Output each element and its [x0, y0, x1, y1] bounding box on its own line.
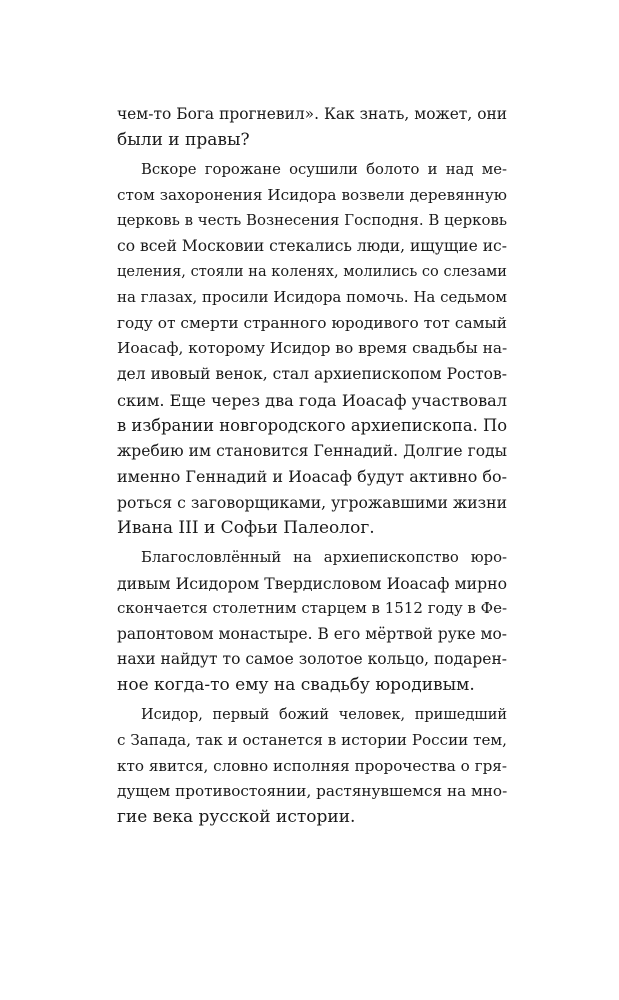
text-line: Вскоре горожане осушили болото и над ме- — [141, 161, 507, 179]
text-line: целения, стояли на коленях, молились со слезами — [117, 263, 507, 280]
paragraph-1 — [117, 102, 507, 153]
text-line: чем-то Бога прогневил». Как знать, может, они — [117, 105, 507, 123]
text-line: жребию им становится Геннадий. Долгие годы — [117, 441, 507, 460]
text-line: на глазах, просили Исидора помочь. На седьмом — [117, 288, 507, 307]
text-line: дел ивовый венок, стал архиепископом Ростов- — [117, 364, 507, 383]
text-line: были и правы? — [117, 129, 250, 150]
text-line: рапонтовом монастыре. В его мёртвой руке мо- — [117, 624, 507, 643]
text-line: церковь в честь Вознесения Господня. В церковь — [117, 211, 507, 230]
text-line: Исидор, первый божий человек, пришедший — [141, 706, 507, 723]
text-line: дивым Исидором Твердисловом Иоасаф мирно — [117, 573, 507, 593]
text-line: нахи найдут то самое золотое кольцо, подарен- — [117, 650, 508, 669]
text-line: кто явится, словно исполняя пророчества о гря- — [117, 756, 507, 775]
text-line: роться с заговорщиками, угрожавшими жизни — [117, 492, 507, 512]
paragraph-3 — [117, 545, 507, 699]
text-line: скончается столетним старцем в 1512 году в Фе- — [117, 599, 508, 618]
text-line: со всей Московии стекались люди, ищущие ис- — [117, 236, 507, 255]
text-line: в избрании новгородского архиепископа. По — [117, 416, 508, 436]
paragraph-2 — [117, 157, 507, 541]
text-line: с Запада, так и останется в истории России тем, — [117, 731, 507, 750]
text-line: стом захоронения Исидора возвели деревянную — [117, 185, 507, 204]
paragraph-4 — [117, 703, 507, 831]
text-line: Благословлённый на архиепископство юро- — [141, 549, 507, 567]
body-text — [117, 102, 507, 831]
text-line: ским. Еще через два года Иоасаф участвовал — [117, 390, 507, 410]
text-line: ное когда-то ему на свадьбу юродивым. — [117, 675, 475, 696]
text-line: именно Геннадий и Иоасаф будут активно бо- — [117, 467, 507, 487]
text-line: гие века русской истории. — [117, 807, 356, 828]
text-line: Ивана III и Софьи Палеолог. — [117, 517, 375, 538]
text-line: Иоасаф, которому Исидор во время свадьбы на- — [117, 339, 508, 358]
text-line: году от смерти странного юродивого тот самый — [117, 313, 507, 332]
text-line: дущем противостоянии, растянувшемся на мно- — [117, 782, 508, 801]
